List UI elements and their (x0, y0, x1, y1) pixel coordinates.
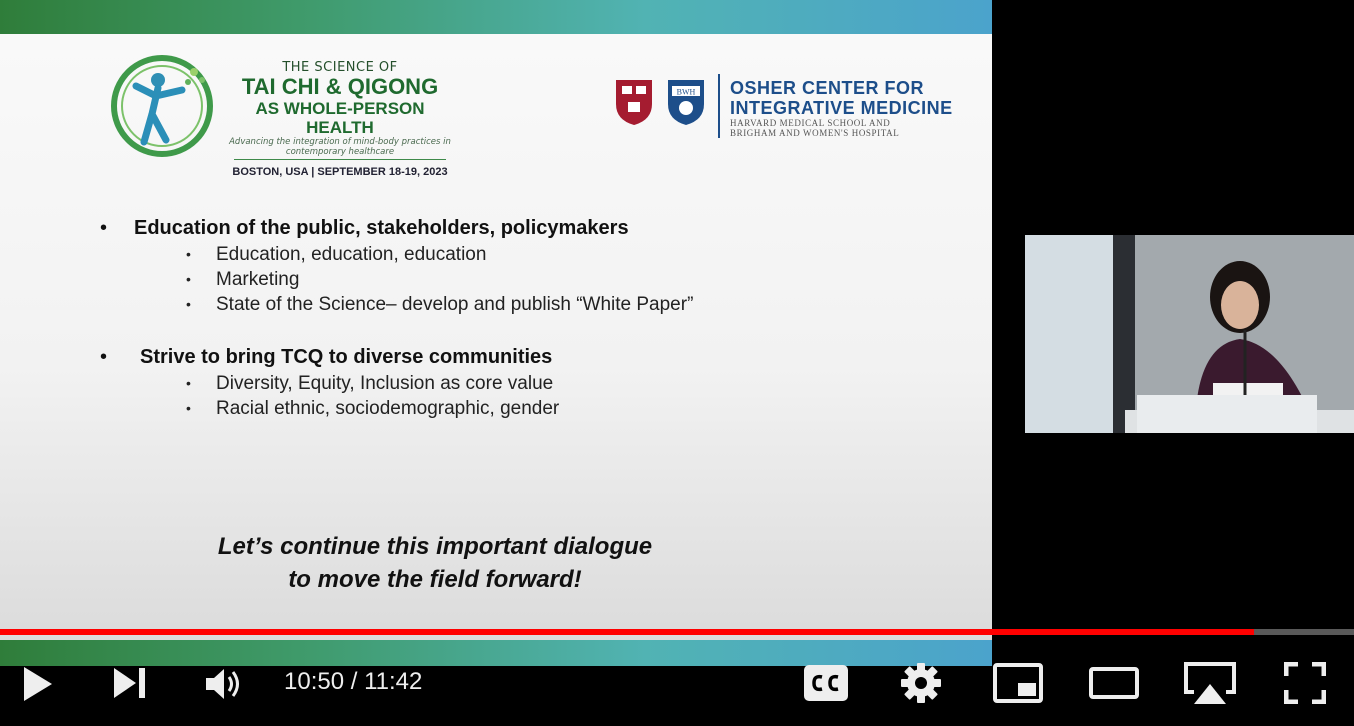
event-title-line2: TAI CHI & QIGONG (241, 74, 439, 99)
sub-bullet-item (100, 242, 693, 267)
progress-bar-fill (0, 629, 1254, 635)
osher-center-logo (730, 78, 953, 138)
sub-bullet-text: Diversity, Equity, Inclusion as core value (216, 373, 554, 394)
bullet-item (100, 343, 693, 371)
theater-icon[interactable] (1088, 666, 1140, 700)
event-tagline2: contemporary healthcare (285, 147, 395, 157)
progress-bar[interactable] (0, 629, 1354, 635)
osher-name1: OSHER CENTER FOR (730, 78, 925, 98)
sub-bullet-text: Education, education, education (216, 244, 487, 265)
bwh-shield-icon (666, 78, 706, 126)
divider (234, 159, 446, 160)
event-title (222, 60, 458, 178)
bullet-dot: • (100, 217, 108, 239)
time-display: 10:50 / 11:42 (284, 668, 423, 695)
osher-sub1: HARVARD MEDICAL SCHOOL AND (730, 118, 891, 128)
play-icon[interactable] (20, 664, 54, 704)
osher-sub2: BRIGHAM AND WOMEN'S HOSPITAL (730, 128, 900, 138)
sub-bullet-item (100, 396, 693, 421)
next-icon[interactable] (112, 666, 148, 700)
miniplayer-icon[interactable] (992, 662, 1044, 704)
closing-line2: to move the field forward! (288, 566, 582, 593)
airplay-icon[interactable] (1182, 660, 1238, 706)
closing-message (150, 530, 720, 596)
sub-bullet-text: Racial ethnic, sociodemographic, gender (216, 398, 560, 419)
captions-icon[interactable] (803, 664, 849, 702)
bullet-dot: • (186, 246, 191, 262)
divider (718, 74, 720, 138)
speaker-camera-inset (1025, 235, 1354, 433)
settings-icon[interactable] (900, 662, 942, 704)
bullet-dot: • (186, 296, 191, 312)
bullet-dot: • (186, 271, 191, 287)
bullet-dot: • (186, 400, 191, 416)
bullet-text: Education of the public, stakeholders, policymakers (134, 217, 629, 239)
taichi-logo-icon (108, 52, 216, 160)
bwh-label: BWH (676, 87, 696, 97)
volume-icon[interactable] (204, 664, 244, 704)
bullet-item (100, 214, 693, 242)
event-tagline1: Advancing the integration of mind-body practices in (229, 137, 451, 147)
event-title-line3: AS WHOLE-PERSON HEALTH (255, 99, 425, 137)
fullscreen-icon[interactable] (1284, 662, 1326, 704)
osher-name2: INTEGRATIVE MEDICINE (730, 98, 953, 118)
event-title-line1: THE SCIENCE OF (282, 60, 398, 75)
speaker-image (1025, 235, 1354, 433)
bullet-text: Strive to bring TCQ to diverse communities (140, 346, 553, 368)
sub-bullet-text: State of the Science– develop and publish “White Paper” (216, 294, 694, 315)
slide-bullets (100, 214, 693, 421)
sub-bullet-item (100, 292, 693, 317)
sub-bullet-text: Marketing (216, 269, 300, 290)
sub-bullet-item (100, 267, 693, 292)
harvard-shield-icon (614, 78, 654, 126)
closing-line1: Let’s continue this important dialogue (217, 533, 653, 560)
event-date: BOSTON, USA | SEPTEMBER 18-19, 2023 (232, 166, 448, 178)
bullet-dot: • (100, 346, 108, 368)
sub-bullet-item (100, 371, 693, 396)
slide-top-band (0, 0, 992, 34)
bullet-dot: • (186, 375, 191, 391)
